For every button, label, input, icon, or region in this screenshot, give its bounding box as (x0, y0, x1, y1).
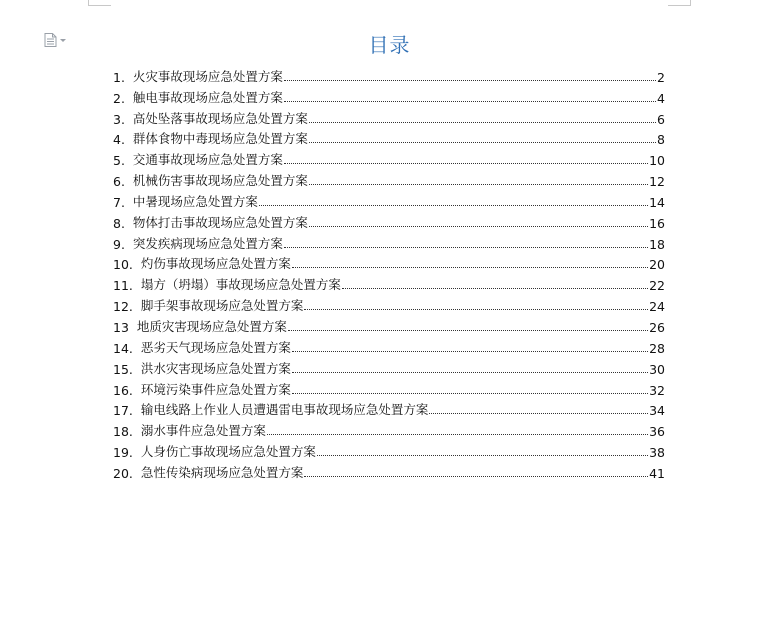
toc-entry[interactable] (113, 293, 665, 314)
toc-entry-page-number: 32 (649, 382, 665, 398)
toc-entry[interactable] (113, 64, 665, 85)
toc-entry-page-number: 20 (649, 257, 665, 273)
toc-entry-title: 高处坠落事故现场应急处置方案 (132, 110, 308, 126)
toc-entry-number: 15. (113, 361, 133, 377)
toc-entry-number: 3. (113, 111, 125, 127)
toc-entry-title: 触电事故现场应急处置方案 (132, 89, 283, 105)
toc-entry[interactable] (113, 189, 665, 210)
toc-entry-title: 溺水事件应急处置方案 (140, 423, 266, 439)
toc-dot-leader (284, 80, 656, 81)
toc-entry-spacer (133, 424, 141, 439)
toc-dot-leader (304, 309, 648, 310)
toc-entry-title: 火灾事故现场应急处置方案 (132, 68, 283, 84)
toc-entry-page-number: 41 (649, 465, 665, 481)
toc-entry-title: 灼伤事故现场应急处置方案 (140, 256, 291, 272)
toc-entry-page-number: 8 (657, 132, 665, 148)
toc-entry-number: 10. (113, 257, 133, 273)
toc-dot-leader (342, 288, 648, 289)
toc-entry-number: 9. (113, 236, 125, 252)
toc-entry-number: 19. (113, 445, 133, 461)
toc-dot-leader (309, 226, 648, 227)
toc-entry[interactable] (113, 314, 665, 335)
toc-entry-spacer (125, 174, 133, 189)
toc-dot-leader (288, 330, 648, 331)
toc-entry-title: 交通事故现场应急处置方案 (132, 152, 283, 168)
toc-entry-number: 8. (113, 215, 125, 231)
toc-entry-number: 1. (113, 69, 125, 85)
toc-entry[interactable] (113, 147, 665, 168)
toc-list (113, 64, 665, 481)
toc-entry-number: 2. (113, 90, 125, 106)
toc-title: 目录 (368, 33, 411, 57)
toc-entry[interactable] (113, 252, 665, 273)
toc-entry-page-number: 34 (649, 403, 665, 419)
toc-entry-number: 4. (113, 132, 125, 148)
crop-mark-top-right (668, 0, 691, 6)
toc-entry-page-number: 4 (657, 90, 665, 106)
toc-entry[interactable] (113, 85, 665, 106)
toc-entry-number: 14. (113, 340, 133, 356)
toc-entry-spacer (129, 320, 137, 335)
toc-entry[interactable] (113, 398, 665, 419)
toc-entry-spacer (125, 237, 133, 252)
toc-entry[interactable] (113, 439, 665, 460)
toc-entry-page-number: 6 (657, 111, 665, 127)
toc-entry[interactable] (113, 460, 665, 481)
toc-entry[interactable] (113, 377, 665, 398)
toc-entry-page-number: 36 (649, 424, 665, 440)
toc-dot-leader (284, 101, 656, 102)
toc-entry-number: 20. (113, 465, 133, 481)
toc-entry-spacer (125, 112, 133, 127)
toc-entry-title: 中暑现场应急处置方案 (132, 193, 258, 209)
toc-entry-page-number: 16 (649, 215, 665, 231)
toc-entry[interactable] (113, 127, 665, 148)
toc-entry-title: 洪水灾害现场应急处置方案 (140, 360, 291, 376)
toc-dot-leader (292, 372, 648, 373)
toc-entry-page-number: 10 (649, 153, 665, 169)
crop-mark-top-left (88, 0, 111, 6)
toc-entry-page-number: 12 (649, 174, 665, 190)
toc-entry-page-number: 38 (649, 445, 665, 461)
toc-entry-page-number: 26 (649, 319, 665, 335)
toc-entry-page-number: 22 (649, 278, 665, 294)
toc-entry-title: 突发疾病现场应急处置方案 (132, 235, 283, 251)
toc-entry-title: 物体打击事故现场应急处置方案 (132, 214, 308, 230)
toc-entry-page-number: 28 (649, 340, 665, 356)
toc-dot-leader (309, 122, 656, 123)
toc-entry-title: 地质灾害现场应急处置方案 (136, 318, 287, 334)
toc-entry[interactable] (113, 168, 665, 189)
toc-dot-leader (292, 393, 648, 394)
toc-entry-title: 恶劣天气现场应急处置方案 (140, 339, 291, 355)
toc-entry-title: 输电线路上作业人员遭遇雷电事故现场应急处置方案 (140, 402, 429, 418)
toc-entry-spacer (133, 257, 141, 272)
toc-entry-spacer (133, 278, 141, 293)
toc-dot-leader (267, 434, 648, 435)
toc-dot-leader (429, 413, 648, 414)
toc-dot-leader (317, 455, 648, 456)
toc-entry[interactable] (113, 210, 665, 231)
toc-entry-page-number: 18 (649, 236, 665, 252)
toc-entry-number: 18. (113, 424, 133, 440)
toc-dot-leader (292, 267, 648, 268)
toc-dot-leader (259, 205, 648, 206)
toc-dot-leader (284, 247, 648, 248)
toc-entry-title: 机械伤害事故现场应急处置方案 (132, 173, 308, 189)
toc-entry-spacer (125, 153, 133, 168)
toc-entry-title: 塌方（坍塌）事故现场应急处置方案 (140, 277, 341, 293)
toc-entry-number: 6. (113, 174, 125, 190)
toc-entry-spacer (125, 91, 133, 106)
toc-dot-leader (304, 476, 648, 477)
toc-entry-spacer (125, 70, 133, 85)
toc-entry-number: 16. (113, 382, 133, 398)
toc-entry[interactable] (113, 231, 665, 252)
toc-entry[interactable] (113, 335, 665, 356)
toc-entry-page-number: 2 (657, 69, 665, 85)
toc-entry-title: 群体食物中毒现场应急处置方案 (132, 131, 308, 147)
toc-entry-title: 急性传染病现场应急处置方案 (140, 464, 304, 480)
toc-entry-number: 5. (113, 153, 125, 169)
toc-entry-page-number: 14 (649, 194, 665, 210)
toc-entry-spacer (133, 383, 141, 398)
toc-entry-page-number: 30 (649, 361, 665, 377)
toc-entry-number: 7. (113, 194, 125, 210)
toc-entry-number: 17. (113, 403, 133, 419)
toc-dot-leader (309, 142, 656, 143)
toc-entry-number: 13 (113, 319, 129, 335)
toc-entry[interactable] (113, 418, 665, 439)
toc-entry-spacer (133, 362, 141, 377)
toc-entry-spacer (125, 195, 133, 210)
toc-entry-spacer (125, 216, 133, 231)
toc-entry-title: 人身伤亡事故现场应急处置方案 (140, 444, 316, 460)
toc-dot-leader (292, 351, 648, 352)
toc-entry-spacer (133, 341, 141, 356)
toc-entry-title: 环境污染事件应急处置方案 (140, 381, 291, 397)
toc-entry-spacer (133, 445, 141, 460)
toc-entry[interactable] (113, 106, 665, 127)
toc-entry-spacer (125, 132, 133, 147)
toc-entry-spacer (133, 403, 141, 418)
toc-dot-leader (309, 184, 648, 185)
toc-entry[interactable] (113, 272, 665, 293)
toc-entry-spacer (133, 466, 141, 481)
toc-entry-title: 脚手架事故现场应急处置方案 (140, 298, 304, 314)
toc-dot-leader (284, 163, 648, 164)
toc-entry-number: 11. (113, 278, 133, 294)
toc-entry[interactable] (113, 356, 665, 377)
toc-entry-number: 12. (113, 299, 133, 315)
toc-entry-spacer (133, 299, 141, 314)
toc-entry-page-number: 24 (649, 299, 665, 315)
